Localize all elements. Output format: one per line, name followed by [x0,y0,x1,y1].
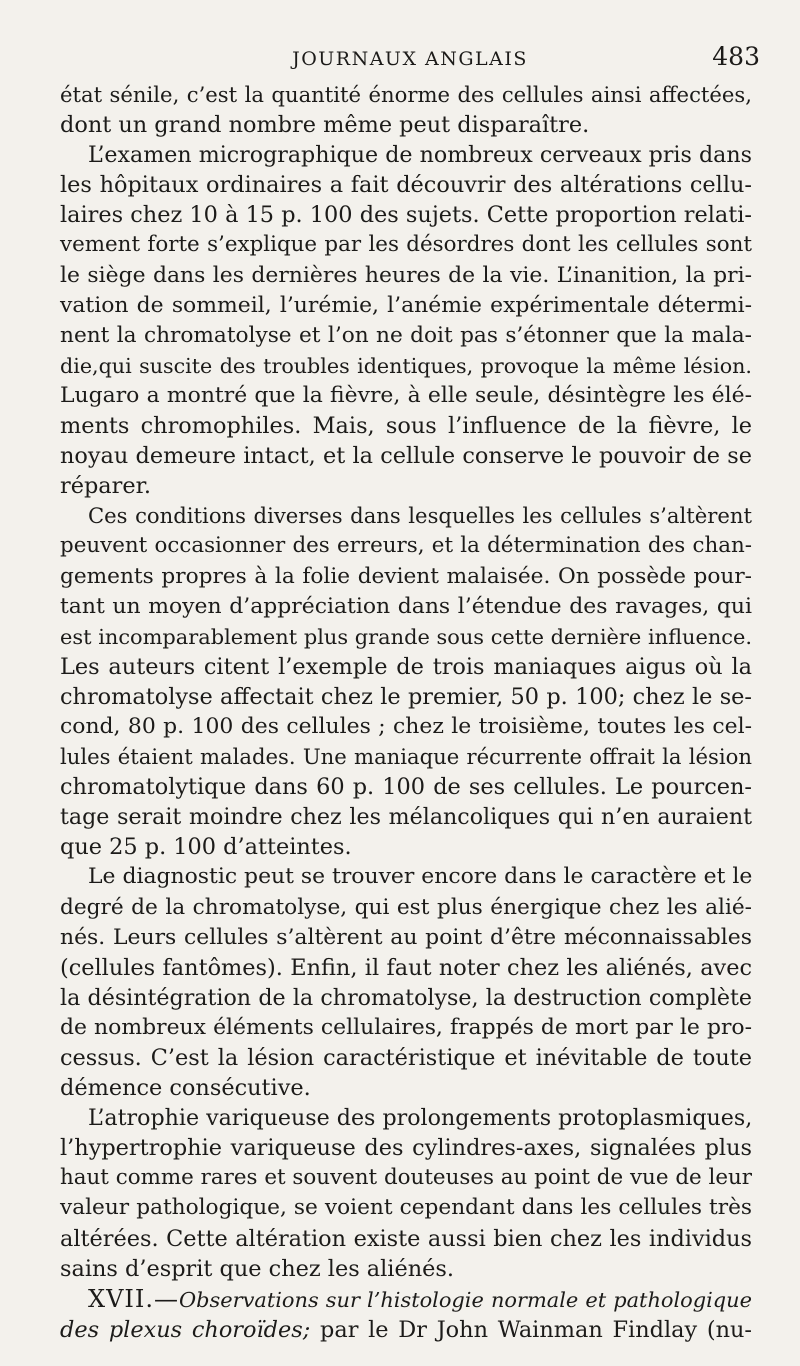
text-line: Ces conditions diverses dans lesquelles les cellules s’altèrent [88,503,752,529]
text-line: altérées. Cette altération existe aussi bien chez les individus [60,1225,752,1252]
text-line: (cellules fantômes). Enfin, il faut noter chez les aliénés, avec [60,954,752,981]
text-line: L’examen micrographique de nombreux cerveaux pris dans [88,142,752,169]
paragraph [60,1103,752,1284]
section-title-line [60,1315,752,1345]
text-line: tage serait moindre chez les mélancoliques qui n’en auraient [60,804,752,831]
text-line: les hôpitaux ordinaires a fait découvrir des altérations cellu- [60,172,752,199]
text-line: valeur pathologique, se voient cependant dans les cellules très [60,1195,752,1221]
text-line: tant un moyen d’appréciation dans l’étendue des ravages, qui [60,593,752,619]
section-title-line [60,1284,752,1315]
text-line: est incomparablement plus grande sous cette dernière influence. [60,624,752,649]
text-line: cond, 80 p. 100 des cellules ; chez le troisième, toutes les cel- [60,713,752,739]
body-text [60,80,752,1345]
section-author: par le Dr John Wainman Findlay (nu- [310,1316,752,1343]
section-title-cont: des plexus choroïdes; [60,1316,311,1343]
text-line: dont un grand nombre même peut disparaître. [60,112,590,139]
text-line: le siège dans les dernières heures de la vie. L’inanition, la pri- [60,262,752,288]
text-line: état sénile, c’est la quantité énorme des cellules ainsi affectées, [60,82,752,107]
text-line: cessus. C’est la lésion caractéristique et inévitable de toute [60,1045,752,1071]
text-line: que 25 p. 100 d’atteintes. [60,834,352,861]
text-line: de nombreux éléments cellulaires, frappés de mort par le pro- [60,1014,752,1040]
section-number: XVII.— [88,1284,180,1313]
text-line: la désintégration de la chromatolyse, la destruction complète [60,984,752,1011]
text-line: gements propres à la folie devient malaisée. On possède pour- [60,563,752,589]
text-line: Lugaro a montré que la fièvre, à elle seule, désintègre les élé- [60,382,752,408]
section-heading [60,1284,752,1345]
text-line: chromatolyse affectait chez le premier, 50 p. 100; chez le se- [60,683,752,710]
paragraph [60,140,752,501]
text-line: nés. Leurs cellules s’altèrent au point d’être méconnaissables [60,924,752,950]
paragraph [60,501,752,862]
text-line: L’atrophie variqueuse des prolongements protoplasmiques, [88,1105,753,1132]
text-line: vation de sommeil, l’urémie, l’anémie expérimentale détermi- [60,292,752,318]
text-line: ments chromophiles. Mais, sous l’influence de la fièvre, le [60,413,752,440]
text-line: Les auteurs citent l’exemple de trois maniaques aigus où la [60,653,752,680]
page-number: 483 [712,42,760,71]
text-line: noyau demeure intact, et la cellule conserve le pouvoir de se [60,443,752,470]
paragraph [60,862,752,1103]
text-line: degré de la chromatolyse, qui est plus énergique chez les alié- [60,894,752,920]
text-line: nent la chromatolyse et l’on ne doit pas s’étonner que la mala- [60,322,752,348]
section-title: Observations sur l’histologie normale et pathologique [179,1287,752,1312]
text-line: peuvent occasionner des erreurs, et la détermination des chan- [60,533,752,559]
text-line: démence consécutive. [60,1075,311,1102]
text-line: vement forte s’explique par les désordres dont les cellules sont [60,232,752,258]
text-line: Le diagnostic peut se trouver encore dans le caractère et le [88,864,753,890]
text-line: die,qui suscite des troubles identiques, provoque la même lésion. [60,353,752,378]
page-header [60,42,760,74]
paragraph [60,80,752,140]
text-line: chromatolytique dans 60 p. 100 de ses cellules. Le pourcen- [60,774,752,801]
text-line: sains d’esprit que chez les aliénés. [60,1255,455,1282]
text-line: haut comme rares et souvent douteuses au point de vue de leur [60,1165,752,1191]
running-head: JOURNAUX ANGLAIS [292,48,528,70]
text-line: l’hypertrophie variqueuse des cylindres-axes, signalées plus [60,1135,752,1162]
text-line: laires chez 10 à 15 p. 100 des sujets. Cette proportion relati- [60,202,752,229]
text-line: lules étaient malades. Une maniaque récurrente offrait la lésion [60,744,752,770]
text-line: réparer. [60,473,151,500]
